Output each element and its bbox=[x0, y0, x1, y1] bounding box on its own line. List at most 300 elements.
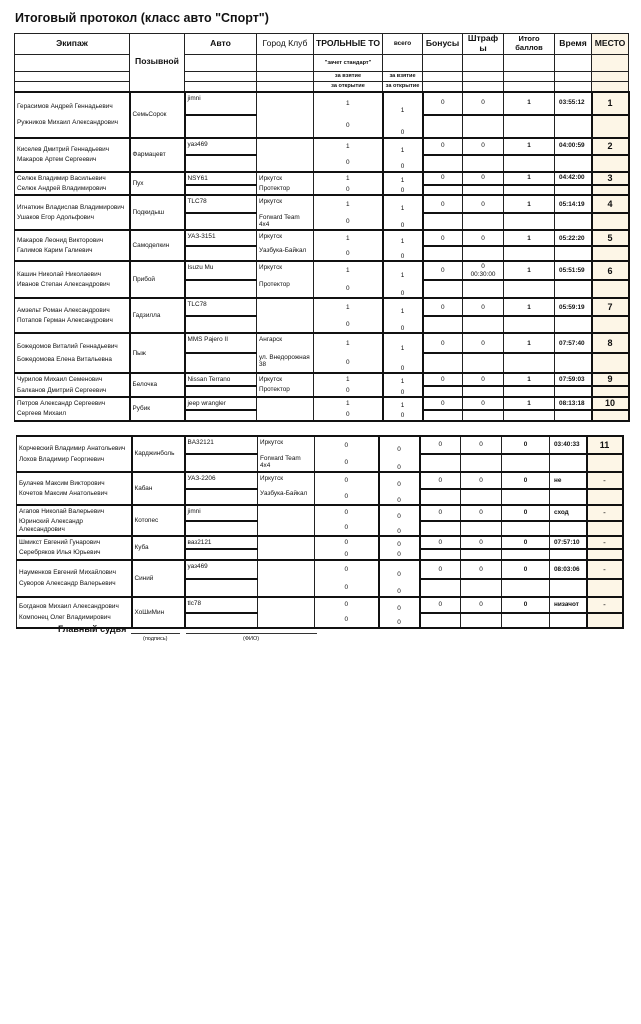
bonus-extra bbox=[423, 316, 463, 333]
table-row bbox=[15, 333, 629, 353]
total-points: 0 bbox=[502, 597, 550, 613]
penalty-extra bbox=[463, 386, 504, 397]
checkpoints-opened: 0 bbox=[315, 489, 379, 505]
crew-members bbox=[15, 195, 130, 230]
place-extra bbox=[592, 115, 629, 138]
place-value: - bbox=[587, 560, 623, 579]
header-blank bbox=[592, 55, 629, 72]
penalty-value bbox=[463, 138, 504, 155]
checkpoints-opened: 0 bbox=[314, 115, 383, 138]
total-points: 0 bbox=[502, 536, 550, 549]
header-blank bbox=[423, 55, 463, 72]
driver-name: Кашин Николай Николаевич bbox=[17, 270, 101, 278]
total-points: 0 bbox=[502, 436, 550, 454]
club bbox=[258, 613, 315, 628]
points-extra bbox=[504, 410, 555, 421]
place-extra bbox=[592, 410, 629, 421]
total-taken: 1 bbox=[383, 298, 423, 316]
points-extra bbox=[504, 213, 555, 230]
crew-members bbox=[17, 472, 132, 505]
total-taken: 1 bbox=[383, 138, 423, 155]
place-extra bbox=[592, 316, 629, 333]
total-points: 1 bbox=[504, 195, 555, 213]
bonus-extra bbox=[423, 185, 463, 196]
finish-time: низачот bbox=[550, 597, 587, 613]
total-points: 1 bbox=[504, 261, 555, 280]
car-model: jeep wrangler bbox=[185, 397, 257, 410]
checkpoints-taken: 1 bbox=[314, 172, 383, 185]
car-extra bbox=[185, 454, 258, 472]
car-model: TLC78 bbox=[185, 298, 257, 316]
car-extra bbox=[185, 521, 258, 537]
checkpoints-opened: 0 bbox=[314, 246, 383, 261]
driver-name: Божедомов Виталий Геннадьевич bbox=[17, 343, 118, 351]
points-extra bbox=[504, 246, 555, 261]
points-extra bbox=[504, 185, 555, 196]
car-model: Isuzu Mu bbox=[185, 261, 257, 280]
driver-name: Шмикст Евгений Гунарович bbox=[19, 539, 101, 547]
header-blank bbox=[185, 82, 257, 92]
checkpoints-taken: 1 bbox=[314, 92, 383, 115]
time-extra bbox=[555, 353, 592, 373]
penalty-extra bbox=[463, 115, 504, 138]
header-blank bbox=[555, 82, 592, 92]
place-value: 2 bbox=[592, 138, 629, 155]
bonus-value: 0 bbox=[420, 505, 461, 521]
club bbox=[257, 410, 314, 421]
total-taken: 0 bbox=[379, 597, 420, 613]
header-blank bbox=[504, 55, 555, 72]
bonus-value: 0 bbox=[423, 138, 463, 155]
place-value: 11 bbox=[587, 436, 623, 454]
driver-name: Макаров Леонид Викторович bbox=[17, 236, 104, 244]
club bbox=[258, 549, 315, 560]
penalty-extra bbox=[461, 613, 502, 628]
finish-time: 07:59:03 bbox=[555, 373, 592, 386]
checkpoints-taken: 0 bbox=[315, 505, 379, 521]
car-extra bbox=[185, 489, 258, 505]
finish-time: сход bbox=[550, 505, 587, 521]
finish-time: 03:40:33 bbox=[550, 436, 587, 454]
header-blank bbox=[555, 72, 592, 82]
total-points: 1 bbox=[504, 138, 555, 155]
callsign: Самоделкин bbox=[130, 230, 185, 261]
car-model: jimni bbox=[185, 505, 258, 521]
header-blank bbox=[423, 82, 463, 92]
crew-members bbox=[15, 172, 130, 196]
page-title: Итоговый протокол (класс авто "Спорт") bbox=[15, 11, 269, 25]
time-extra bbox=[550, 549, 587, 560]
car-model: tlc78 bbox=[185, 597, 258, 613]
crew-members bbox=[15, 230, 130, 261]
finish-time: 07:57:40 bbox=[555, 333, 592, 353]
total-points: 0 bbox=[502, 472, 550, 489]
table-row bbox=[17, 436, 623, 454]
place-extra bbox=[592, 280, 629, 298]
navigator-name: Серебряков Илья Юрьевич bbox=[19, 549, 101, 557]
place-value: - bbox=[587, 536, 623, 549]
place-value: 5 bbox=[592, 230, 629, 246]
driver-name: Чурилов Михаил Семенович bbox=[17, 376, 103, 384]
penalty-points: 0 bbox=[481, 399, 485, 407]
header-blank bbox=[257, 72, 314, 82]
penalty-points: 0 bbox=[479, 539, 483, 546]
club: Протектор bbox=[257, 185, 314, 196]
crew-members bbox=[15, 261, 130, 298]
total-taken: 0 bbox=[379, 560, 420, 579]
header-blank bbox=[463, 55, 504, 72]
time-extra bbox=[555, 280, 592, 298]
name-caption: (ФИО) bbox=[243, 636, 260, 642]
place-extra bbox=[587, 549, 623, 560]
penalty-extra bbox=[463, 353, 504, 373]
penalty-points: 0 bbox=[481, 303, 485, 311]
penalty-points: 0 bbox=[479, 441, 483, 449]
callsign: Пыж bbox=[130, 333, 185, 373]
penalty-value bbox=[463, 230, 504, 246]
penalty-value bbox=[461, 436, 502, 454]
place-value: 1 bbox=[592, 92, 629, 115]
bonus-value: 0 bbox=[423, 298, 463, 316]
bonus-extra bbox=[420, 454, 461, 472]
time-extra bbox=[555, 246, 592, 261]
club bbox=[257, 155, 314, 172]
header-blank bbox=[592, 82, 629, 92]
total-taken: 1 bbox=[383, 172, 423, 185]
bonus-value: 0 bbox=[423, 333, 463, 353]
total-taken: 1 bbox=[383, 373, 423, 386]
penalty-extra bbox=[461, 454, 502, 472]
penalty-points: 0 bbox=[479, 476, 483, 484]
name-line bbox=[186, 633, 317, 634]
bonus-value: 0 bbox=[420, 472, 461, 489]
club: Протектор bbox=[257, 386, 314, 397]
header-checkpoints: ТРОЛЬНЫЕ ТО bbox=[314, 34, 383, 55]
navigator-name: Ружников Михаил Александрович bbox=[17, 118, 118, 126]
penalty-value bbox=[463, 333, 504, 353]
total-points: 1 bbox=[504, 397, 555, 410]
finish-time: 07:57:10 bbox=[550, 536, 587, 549]
club: Forward Team 4x4 bbox=[258, 454, 315, 472]
header-blank bbox=[592, 72, 629, 82]
city bbox=[258, 536, 315, 549]
place-extra bbox=[587, 579, 623, 597]
points-extra bbox=[502, 489, 550, 505]
total-points: 0 bbox=[502, 560, 550, 579]
driver-name: Амзельт Роман Александрович bbox=[17, 306, 110, 314]
total-points: 1 bbox=[504, 373, 555, 386]
checkpoints-taken: 1 bbox=[314, 261, 383, 280]
callsign: Гадзилла bbox=[130, 298, 185, 333]
total-taken: 0 bbox=[379, 505, 420, 521]
finish-time: 05:22:20 bbox=[555, 230, 592, 246]
checkpoints-opened: 0 bbox=[314, 213, 383, 230]
crew-members bbox=[15, 373, 130, 397]
city bbox=[257, 397, 314, 410]
bonus-value: 0 bbox=[420, 597, 461, 613]
callsign: СемьСорок bbox=[130, 92, 185, 138]
points-extra bbox=[504, 280, 555, 298]
table-row bbox=[17, 472, 623, 489]
bonus-value: 0 bbox=[423, 230, 463, 246]
table-row bbox=[15, 397, 629, 410]
club bbox=[257, 115, 314, 138]
driver-name: Науменков Евгений Михайлович bbox=[19, 569, 116, 577]
crew-members bbox=[17, 436, 132, 472]
bonus-extra bbox=[423, 246, 463, 261]
car-model: BA32121 bbox=[185, 436, 258, 454]
place-value: - bbox=[587, 472, 623, 489]
header-bonuses: Бонусы bbox=[423, 34, 463, 55]
header-blank bbox=[15, 72, 130, 82]
callsign: Пух bbox=[130, 172, 185, 196]
header-total-points: Итого баллов bbox=[504, 34, 555, 55]
city: Иркутск bbox=[257, 230, 314, 246]
callsign: Подкидыш bbox=[130, 195, 185, 230]
finish-time: 04:42:00 bbox=[555, 172, 592, 185]
time-extra bbox=[555, 155, 592, 172]
penalty-extra bbox=[463, 410, 504, 421]
time-extra bbox=[550, 521, 587, 537]
time-extra bbox=[550, 454, 587, 472]
finish-time: 05:51:59 bbox=[555, 261, 592, 280]
total-points: 1 bbox=[504, 172, 555, 185]
crew-members bbox=[15, 92, 130, 138]
header-blank bbox=[504, 82, 555, 92]
callsign: Кабан bbox=[132, 472, 185, 505]
penalty-points: 0 bbox=[481, 174, 485, 182]
callsign: Рубик bbox=[130, 397, 185, 421]
points-extra bbox=[502, 521, 550, 537]
driver-name: Булачев Максим Викторович bbox=[19, 479, 105, 487]
navigator-name: Суворов Александр Валерьевич bbox=[19, 580, 116, 588]
penalty-extra bbox=[463, 246, 504, 261]
penalty-points: 0 bbox=[481, 339, 485, 347]
callsign: Синий bbox=[132, 560, 185, 597]
crew-members bbox=[17, 505, 132, 536]
place-extra bbox=[592, 353, 629, 373]
city bbox=[257, 92, 314, 115]
header-blank bbox=[15, 82, 130, 92]
city: Иркутск bbox=[257, 172, 314, 185]
total-opened: 0 bbox=[379, 613, 420, 628]
penalty-value bbox=[463, 92, 504, 115]
checkpoints-opened: 0 bbox=[315, 613, 379, 628]
header-blank bbox=[185, 55, 257, 72]
car-extra bbox=[185, 185, 257, 196]
place-extra bbox=[592, 213, 629, 230]
penalty-points: 0 bbox=[481, 263, 485, 271]
header-car: Авто bbox=[185, 34, 257, 55]
penalty-points: 0 bbox=[481, 142, 485, 150]
checkpoints-taken: 1 bbox=[314, 298, 383, 316]
checkpoints-opened: 0 bbox=[315, 579, 379, 597]
penalty-points: 0 bbox=[481, 99, 485, 107]
driver-name: Богданов Михаил Александрович bbox=[19, 603, 119, 611]
navigator-name: Селюк Андрей Владимирович bbox=[17, 184, 107, 192]
header-crew: Экипаж bbox=[15, 34, 130, 55]
place-extra bbox=[592, 246, 629, 261]
car-extra bbox=[185, 386, 257, 397]
time-extra bbox=[550, 489, 587, 505]
total-points: 1 bbox=[504, 230, 555, 246]
penalty-extra bbox=[463, 155, 504, 172]
signature-line bbox=[131, 633, 180, 634]
driver-name: Герасимов Андрей Геннадьевич bbox=[17, 103, 113, 111]
city: Иркутск bbox=[257, 261, 314, 280]
bonus-value: 0 bbox=[420, 560, 461, 579]
navigator-name: Ушаков Егор Адольфович bbox=[17, 214, 94, 222]
total-points: 1 bbox=[504, 298, 555, 316]
checkpoints-taken: 0 bbox=[315, 536, 379, 549]
place-value: 8 bbox=[592, 333, 629, 353]
checkpoints-opened: 0 bbox=[314, 410, 383, 421]
crew-members bbox=[15, 298, 130, 333]
header-blank bbox=[504, 72, 555, 82]
car-extra bbox=[185, 213, 257, 230]
penalty-value bbox=[463, 195, 504, 213]
time-extra bbox=[555, 410, 592, 421]
finish-time: 03:55:12 bbox=[555, 92, 592, 115]
car-model: ваз2121 bbox=[185, 536, 258, 549]
finish-time: 08:03:06 bbox=[550, 560, 587, 579]
place-value: 10 bbox=[592, 397, 629, 410]
checkpoints-opened: 0 bbox=[314, 185, 383, 196]
checkpoints-taken: 1 bbox=[314, 397, 383, 410]
driver-name: Агапов Николай Валерьевич bbox=[19, 508, 105, 515]
checkpoints-taken: 0 bbox=[315, 560, 379, 579]
total-taken: 1 bbox=[383, 230, 423, 246]
bonus-extra bbox=[423, 410, 463, 421]
penalty-value bbox=[461, 597, 502, 613]
total-taken: 1 bbox=[383, 333, 423, 353]
total-taken: 0 bbox=[379, 436, 420, 454]
header-blank bbox=[257, 82, 314, 92]
penalty-value bbox=[461, 536, 502, 549]
penalty-points: 0 bbox=[481, 234, 485, 242]
time-extra bbox=[550, 613, 587, 628]
place-value: 6 bbox=[592, 261, 629, 280]
checkpoints-taken: 1 bbox=[314, 138, 383, 155]
car-extra bbox=[185, 115, 257, 138]
total-opened: 0 bbox=[379, 489, 420, 505]
total-opened: 0 bbox=[383, 246, 423, 261]
penalty-extra bbox=[461, 579, 502, 597]
time-extra bbox=[555, 316, 592, 333]
total-taken: 1 bbox=[383, 195, 423, 213]
driver-name: Киселев Дмитрий Геннадьевич bbox=[17, 145, 110, 153]
place-extra bbox=[587, 489, 623, 505]
car-extra bbox=[185, 155, 257, 172]
bonus-value: 0 bbox=[423, 261, 463, 280]
finish-time: 05:14:19 bbox=[555, 195, 592, 213]
place-value: 3 bbox=[592, 172, 629, 185]
header-total: всего bbox=[383, 34, 423, 55]
total-opened: 0 bbox=[379, 549, 420, 560]
total-opened: 0 bbox=[379, 454, 420, 472]
checkpoints-taken: 1 bbox=[314, 333, 383, 353]
table-row bbox=[15, 138, 629, 155]
bonus-extra bbox=[423, 353, 463, 373]
club: Forward Team 4x4 bbox=[257, 213, 314, 230]
bonus-extra bbox=[420, 489, 461, 505]
crew-members bbox=[17, 560, 132, 597]
finish-time: не bbox=[550, 472, 587, 489]
callsign: Куба bbox=[132, 536, 185, 560]
city bbox=[257, 298, 314, 316]
club: Уазбука-Байкал bbox=[257, 246, 314, 261]
city: Ангарск bbox=[257, 333, 314, 353]
checkpoints-opened: 0 bbox=[314, 155, 383, 172]
place-extra bbox=[592, 155, 629, 172]
bonus-value: 0 bbox=[423, 373, 463, 386]
bonus-extra bbox=[420, 613, 461, 628]
time-extra bbox=[555, 213, 592, 230]
bonus-extra bbox=[423, 115, 463, 138]
bonus-extra bbox=[423, 155, 463, 172]
driver-name: Корчевский Владимир Анатольевич bbox=[19, 445, 126, 453]
penalty-value bbox=[463, 298, 504, 316]
penalty-points: 0 bbox=[481, 375, 485, 383]
points-extra bbox=[502, 454, 550, 472]
car-extra bbox=[185, 579, 258, 597]
penalty-value bbox=[461, 472, 502, 489]
place-extra bbox=[587, 454, 623, 472]
total-opened: 0 bbox=[383, 155, 423, 172]
header-penalties: Штраф ы bbox=[463, 34, 504, 55]
car-extra bbox=[185, 410, 257, 421]
club: Протектор bbox=[257, 280, 314, 298]
checkpoints-opened: 0 bbox=[314, 280, 383, 298]
city bbox=[257, 138, 314, 155]
navigator-name: Галимов Карим Галиевич bbox=[17, 247, 93, 255]
penalty-extra bbox=[463, 280, 504, 298]
club: Уазбука-Байкал bbox=[258, 489, 315, 505]
total-points: 1 bbox=[504, 333, 555, 353]
header-taken: за взятие bbox=[314, 72, 383, 82]
driver-name: Игнаткин Владислав Владимирович bbox=[17, 203, 125, 211]
checkpoints-opened: 0 bbox=[315, 549, 379, 560]
table-row bbox=[17, 536, 623, 549]
penalty-extra bbox=[461, 549, 502, 560]
club bbox=[258, 521, 315, 537]
place-extra bbox=[592, 386, 629, 397]
navigator-name: Потапов Герман Александрович bbox=[17, 317, 113, 325]
car-extra bbox=[185, 246, 257, 261]
header-blank bbox=[15, 55, 130, 72]
penalty-extra bbox=[463, 316, 504, 333]
time-extra bbox=[555, 115, 592, 138]
results-table-second bbox=[16, 435, 624, 629]
navigator-name: Божедомова Елена Витальевна bbox=[17, 355, 112, 363]
checkpoints-taken: 1 bbox=[314, 373, 383, 386]
total-taken: 0 bbox=[379, 536, 420, 549]
points-extra bbox=[504, 353, 555, 373]
total-opened: 0 bbox=[383, 213, 423, 230]
total-taken: 1 bbox=[383, 92, 423, 115]
bonus-extra bbox=[420, 549, 461, 560]
crew-members bbox=[15, 138, 130, 172]
car-extra bbox=[185, 549, 258, 560]
bonus-value: 0 bbox=[423, 172, 463, 185]
callsign: Прибой bbox=[130, 261, 185, 298]
navigator-name: Балканов Дмитрий Сергеевич bbox=[17, 386, 107, 394]
city: Иркутск bbox=[258, 436, 315, 454]
penalty-value bbox=[461, 505, 502, 521]
signature-caption: (подпись) bbox=[143, 636, 168, 642]
points-extra bbox=[504, 316, 555, 333]
navigator-name: Лохов Владимир Георгиевич bbox=[19, 455, 105, 463]
